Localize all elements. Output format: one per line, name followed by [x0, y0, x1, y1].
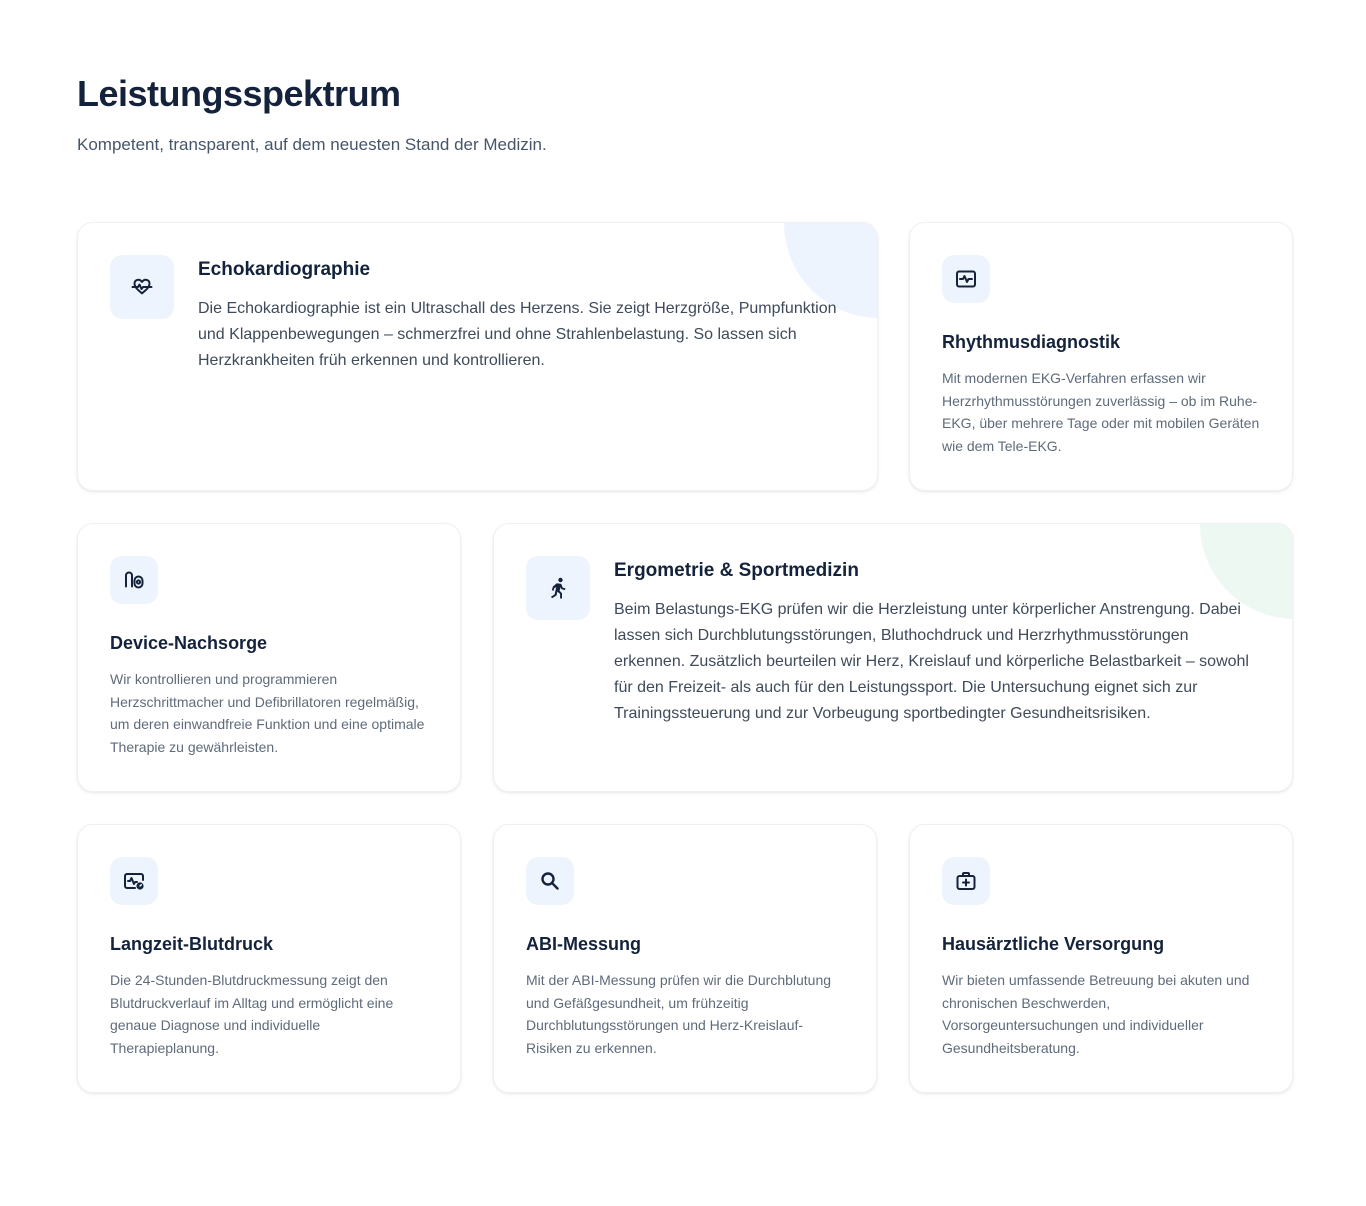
running-person-icon — [546, 576, 570, 600]
icon-container — [526, 857, 574, 905]
service-title: Langzeit-Blutdruck — [110, 934, 274, 954]
icon-container — [110, 556, 158, 604]
search-icon — [538, 869, 562, 893]
service-card-rhythmusdiagnostik[interactable] — [909, 222, 1293, 491]
service-title: ABI-Messung — [526, 934, 642, 954]
service-description: Wir kontrollieren und programmieren Herzschrittmacher und Defibrillatoren regelmäßig, um deren einwandfreie Funktion und eine optimale Therapie zu gewährleisten. — [110, 671, 425, 755]
service-card-abi-messung[interactable] — [493, 824, 877, 1093]
heart-pulse-icon — [130, 275, 154, 299]
icon-container — [526, 556, 590, 620]
service-description: Wir bieten umfassende Betreuung bei akuten und chronischen Beschwerden, Vorsorgeuntersuchungen und individueller Gesundheitsberatung. — [942, 972, 1250, 1056]
service-card-ergometrie[interactable] — [493, 523, 1293, 792]
service-description: Die Echokardiographie ist ein Ultraschall des Herzens. Sie zeigt Herzgröße, Pumpfunktion und Klappenbewegungen – schmerzfrei und ohne Strahlenbelastung. So lassen sich Herzkrankheiten früh erkennen und kontrollieren. — [198, 300, 837, 369]
service-description: Mit modernen EKG-Verfahren erfassen wir Herzrhythmusstörungen zuverlässig – ob im Ruhe-EKG, über mehrere Tage oder mit mobilen Geräten wie dem Tele-EKG. — [942, 370, 1260, 454]
service-title: Device-Nachsorge — [110, 633, 268, 653]
service-description: Beim Belastungs-EKG prüfen wir die Herzleistung unter körperlicher Anstrengung. Dabei lassen sich Durchblutungsstörungen, Bluthochdruck und Herzrhythmusstörungen erkennen. Zusätzlich beurteilen wir Herz, Kreislauf und körperliche Belastbarkeit – sowohl für den Freizeit- als auch für den Leistungssport. Die Untersuchung eignet sich zur Trainingssteuerung und zur Vorbeugung sportbedingter Gesundheitsrisiken. — [614, 601, 1249, 722]
service-title: Echokardiographie — [198, 259, 371, 280]
page-title: Leistungsspektrum — [77, 73, 401, 114]
pacemaker-icon — [122, 568, 146, 592]
service-title: Ergometrie & Sportmedizin — [614, 560, 859, 581]
service-card-device-nachsorge[interactable] — [77, 523, 461, 792]
icon-container — [942, 857, 990, 905]
service-card-echokardiographie[interactable] — [77, 222, 878, 491]
service-card-langzeit-blutdruck[interactable] — [77, 824, 461, 1093]
blood-pressure-monitor-icon — [122, 869, 146, 893]
service-description: Die 24-Stunden-Blutdruckmessung zeigt den Blutdruckverlauf im Alltag und ermöglicht eine genaue Diagnose und individuelle Therapieplanung. — [110, 972, 394, 1056]
icon-container — [110, 857, 158, 905]
service-description: Mit der ABI-Messung prüfen wir die Durchblutung und Gefäßgesundheit, um frühzeitig Durchblutungsstörungen und Herz-Kreislauf-Risiken zu erkennen. — [526, 972, 832, 1056]
icon-container — [942, 255, 990, 303]
service-title: Rhythmusdiagnostik — [942, 332, 1121, 352]
ecg-monitor-icon — [954, 267, 978, 291]
medical-bag-icon — [954, 869, 978, 893]
service-title: Hausärztliche Versorgung — [942, 934, 1165, 954]
page-subtitle: Kompetent, transparent, auf dem neuesten Stand der Medizin. — [77, 135, 547, 154]
icon-container — [110, 255, 174, 319]
service-card-hausaerztliche-versorgung[interactable] — [909, 824, 1293, 1093]
